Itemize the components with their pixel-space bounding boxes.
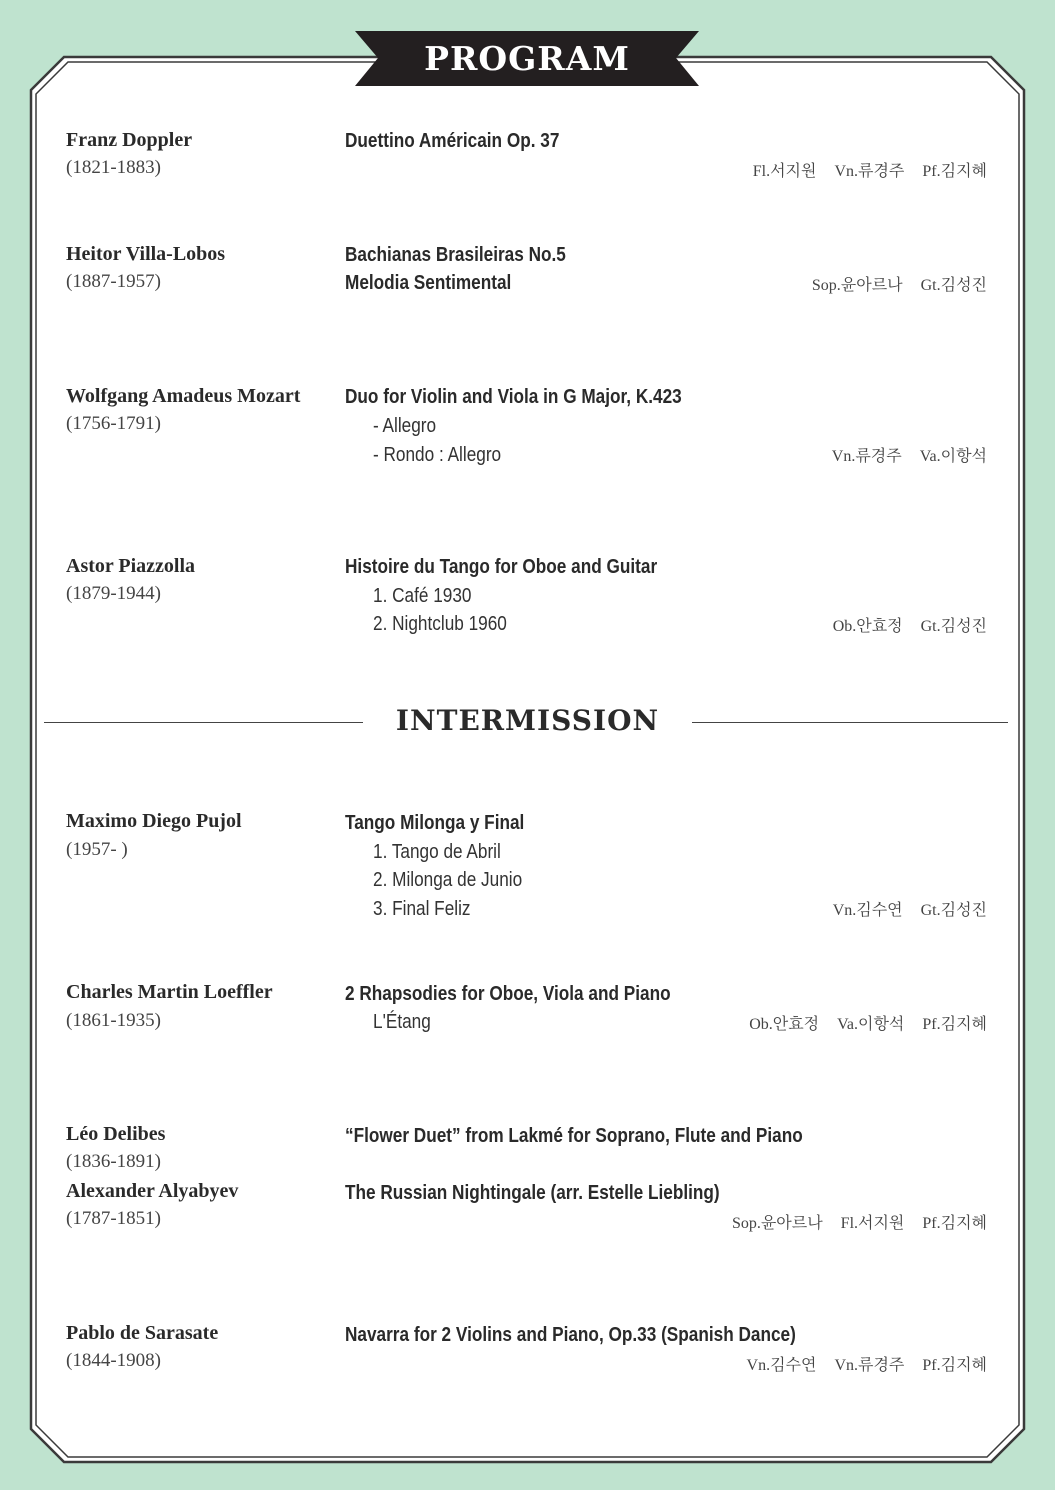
movement: - Rondo : Allegro	[373, 444, 502, 466]
composer-name: Heitor Villa-Lobos	[66, 243, 226, 265]
movement: 3. Final Feliz	[373, 898, 471, 920]
composer-dates: (1844-1908)	[66, 1350, 161, 1371]
intermission-heading: INTERMISSION	[395, 704, 660, 737]
performer: Ob.안효정	[749, 1016, 820, 1033]
performer: Pf.김지혜	[922, 163, 987, 180]
composer-name: Wolfgang Amadeus Mozart	[66, 385, 301, 407]
work-title: Bachianas Brasileiras No.5	[345, 244, 566, 266]
performer: Fl.서지원	[840, 1215, 905, 1232]
composer-dates: (1957- )	[66, 839, 128, 860]
performer: Gt.김성진	[920, 618, 987, 635]
movement: 1. Tango de Abril	[373, 841, 501, 863]
performer: Pf.김지혜	[922, 1016, 987, 1033]
work-title: Melodia Sentimental	[345, 272, 512, 294]
work-title: Tango Milonga y Final	[345, 812, 525, 834]
performers	[814, 443, 987, 466]
performer: Vn.류경주	[834, 1357, 905, 1374]
performer: Ob.안효정	[832, 618, 903, 635]
performer: Pf.김지혜	[922, 1357, 987, 1374]
program-title: PROGRAM	[424, 39, 630, 78]
composer-name: Alexander Alyabyev	[66, 1180, 239, 1202]
composer-name: Franz Doppler	[66, 129, 193, 151]
performers	[735, 158, 987, 181]
performer: Gt.김성진	[920, 277, 987, 294]
composer-name: Pablo de Sarasate	[66, 1322, 219, 1344]
work-title: The Russian Nightingale (arr. Estelle Liebling)	[345, 1182, 720, 1204]
composer-dates: (1821-1883)	[66, 157, 161, 178]
work-title: Histoire du Tango for Oboe and Guitar	[345, 556, 658, 578]
composer-name: Maximo Diego Pujol	[66, 810, 242, 832]
performer: Vn.김수연	[832, 902, 903, 919]
composer-dates: (1861-1935)	[66, 1010, 161, 1031]
composer-name: Léo Delibes	[66, 1123, 166, 1145]
composer-dates: (1879-1944)	[66, 583, 161, 604]
performers	[794, 272, 987, 295]
movement: 2. Nightclub 1960	[373, 613, 507, 635]
composer-name: Astor Piazzolla	[66, 555, 196, 577]
work-title: Duo for Violin and Viola in G Major, K.423	[345, 386, 682, 408]
composer-dates: (1887-1957)	[66, 271, 161, 292]
performer: Pf.김지혜	[922, 1215, 987, 1232]
movement: 2. Milonga de Junio	[373, 869, 523, 891]
composer-dates: (1756-1791)	[66, 413, 161, 434]
performer: Va.이항석	[919, 448, 987, 465]
performer: Sop.윤아르나	[811, 277, 903, 294]
performer: Vn.류경주	[831, 448, 902, 465]
performers	[815, 613, 987, 636]
performers	[731, 1011, 987, 1034]
outer-border	[31, 57, 1024, 1462]
work-title: Navarra for 2 Violins and Piano, Op.33 (Spanish Dance)	[345, 1324, 796, 1346]
composer-dates: (1787-1851)	[66, 1208, 161, 1229]
composer-name: Charles Martin Loeffler	[66, 981, 273, 1003]
performer: Gt.김성진	[920, 902, 987, 919]
composer-dates: (1836-1891)	[66, 1151, 161, 1172]
performer: Vn.류경주	[834, 163, 905, 180]
performer: Va.이항석	[837, 1016, 905, 1033]
work-title: Duettino Américain Op. 37	[345, 130, 560, 152]
performers	[729, 1352, 987, 1375]
movement: L'Étang	[373, 1011, 431, 1033]
performers	[714, 1210, 987, 1233]
movement: - Allegro	[373, 415, 437, 437]
performer: Vn.김수연	[746, 1357, 817, 1374]
movement: 1. Café 1930	[373, 585, 472, 607]
performer: Sop.윤아르나	[731, 1215, 823, 1232]
performer: Fl.서지원	[752, 163, 817, 180]
work-title: “Flower Duet” from Lakmé for Soprano, Flute and Piano	[345, 1125, 803, 1147]
work-title: 2 Rhapsodies for Oboe, Viola and Piano	[345, 983, 671, 1005]
performers	[815, 897, 987, 920]
